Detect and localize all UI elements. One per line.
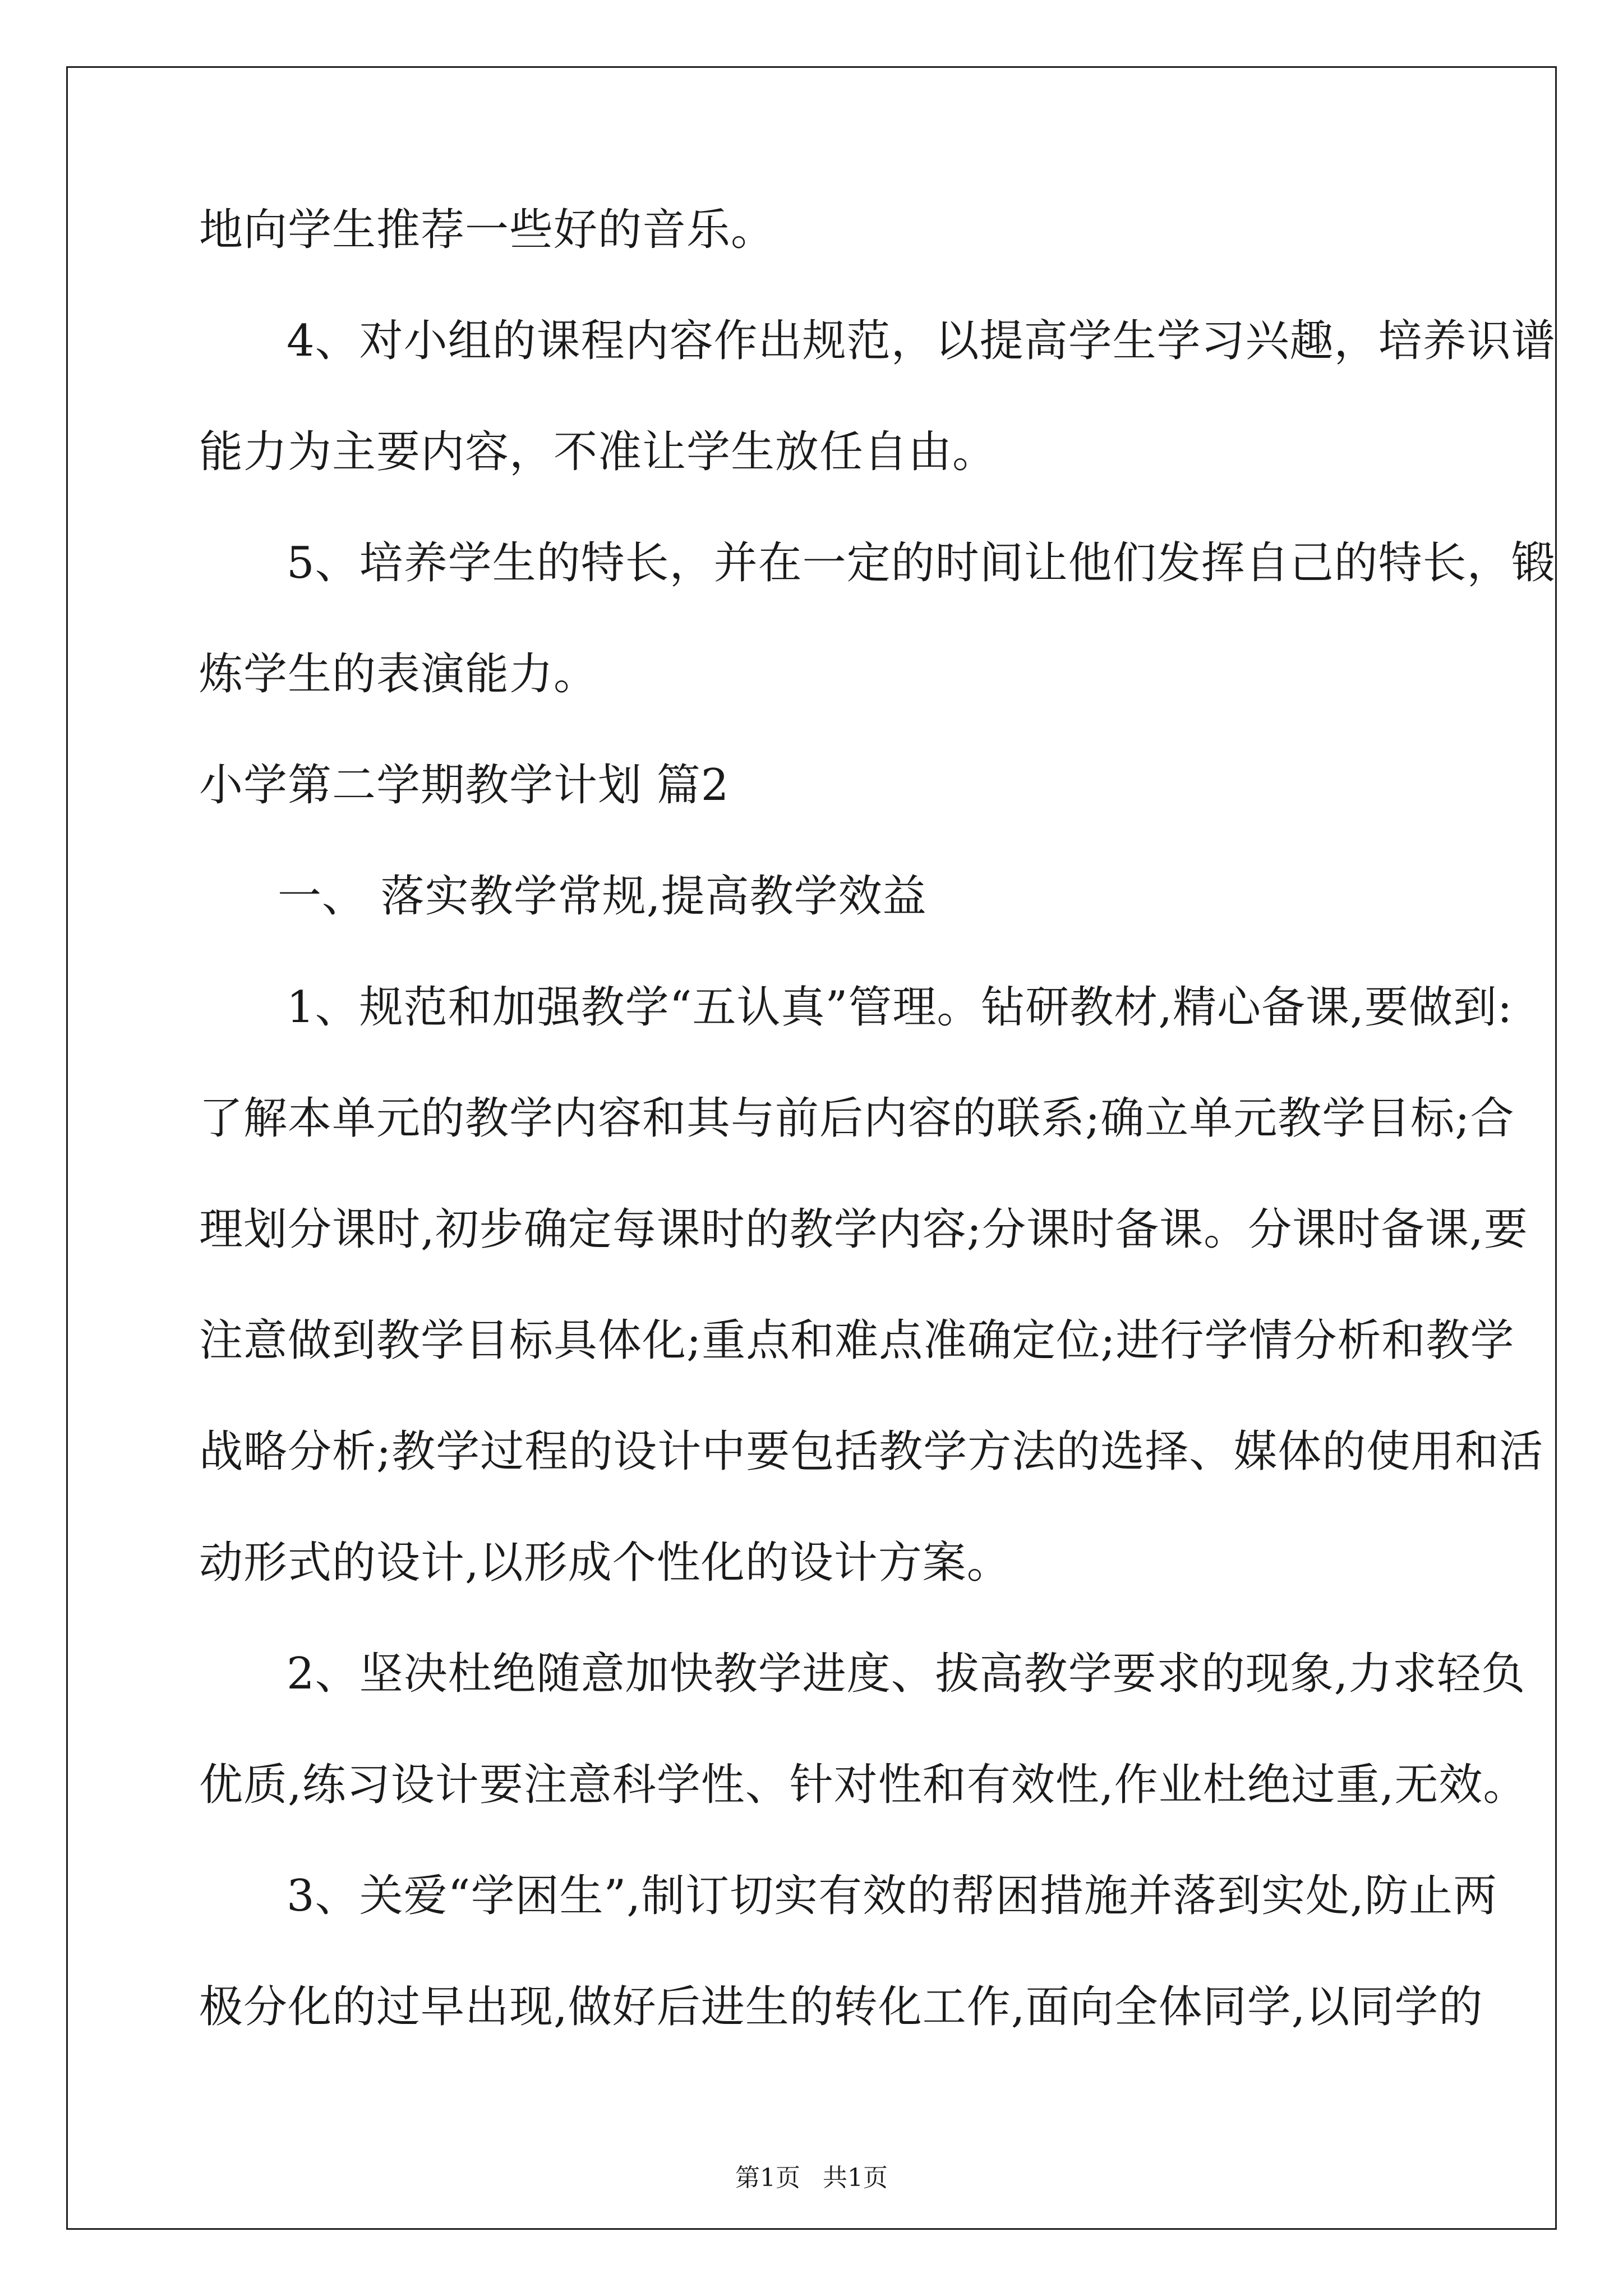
text-line: 4、对小组的课程内容作出规范，以提高学生学习兴趣，培养识谱 xyxy=(287,316,1556,366)
text-line: 3、关爱“学困生”,制订切实有效的帮困措施并落到实处,防止两 xyxy=(287,1871,1497,1921)
section-heading: 小学第二学期教学计划 篇2 xyxy=(199,760,730,811)
text-line: 动形式的设计,以形成个性化的设计方案。 xyxy=(199,1538,1011,1588)
text-line: 理划分课时,初步确定每课时的教学内容;分课时备课。分课时备课,要 xyxy=(199,1204,1528,1255)
subsection-heading: 一、 落实教学常规,提高教学效益 xyxy=(278,871,927,922)
text-line: 5、培养学生的特长，并在一定的时间让他们发挥自己的特长，锻 xyxy=(287,538,1556,588)
page-number: 第1页 xyxy=(735,2164,800,2192)
text-line: 地向学生推荐一些好的音乐。 xyxy=(199,205,776,255)
page-total: 共1页 xyxy=(823,2164,888,2192)
text-line: 优质,练习设计要注意科学性、针对性和有效性,作业杜绝过重,无效。 xyxy=(199,1760,1528,1810)
text-line: 能力为主要内容，不准让学生放任自由。 xyxy=(199,427,997,477)
text-line: 1、规范和加强教学“五认真”管理。钻研教材,精心备课,要做到: xyxy=(287,982,1513,1033)
page-footer xyxy=(0,2162,1623,2194)
text-line: 炼学生的表演能力。 xyxy=(199,649,598,700)
text-line: 注意做到教学目标具体化;重点和难点准确定位;进行学情分析和教学 xyxy=(199,1315,1515,1366)
document-body xyxy=(199,202,1556,2090)
text-line: 极分化的过早出现,做好后进生的转化工作,面向全体同学,以同学的 xyxy=(199,1982,1483,2032)
text-line: 2、坚决杜绝随意加快教学进度、拔高教学要求的现象,力求轻负 xyxy=(287,1649,1526,1699)
text-line: 了解本单元的教学内容和其与前后内容的联系;确立单元教学目标;合 xyxy=(199,1093,1515,1144)
text-line: 战略分析;教学过程的设计中要包括教学方法的选择、媒体的使用和活 xyxy=(199,1427,1544,1477)
